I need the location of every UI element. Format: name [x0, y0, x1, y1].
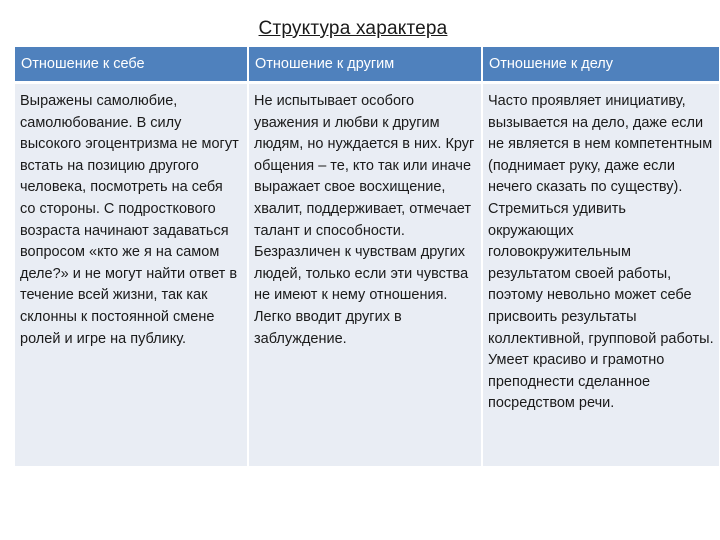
page-title: Структура характера	[258, 18, 448, 39]
cell-others	[249, 84, 481, 466]
character-structure-table	[13, 47, 720, 466]
cell-self	[15, 84, 247, 466]
table-row	[15, 84, 719, 466]
cell-others-text: Не испытывает особого уважения и любви к другим людям, но нуждается в них. Круг общения – те, кто так или иначе выражает свое восхищение, хвалит, поддерживает, отмечает талант и способности. Безразличен к чувствам других людей, только если эти чувства не имеют к нему отношения. Легко вводит других в заблуждение.	[254, 93, 475, 347]
table-header-row	[15, 47, 719, 84]
header-self: Отношение к себе	[15, 47, 247, 84]
header-work: Отношение к делу	[483, 47, 719, 84]
cell-work	[483, 84, 719, 466]
cell-work-text: Часто проявляет инициативу, вызывается на дело, даже если не является в нем компетентным (поднимает руку, даже если нечего сказать по существу). Стремиться удивить окружающих головокружительным результатом своей работы, поэтому невольно может себе присвоить результаты коллективной, групповой работы. Умеет красиво и грамотно преподнести сделанное посредством речи.	[488, 93, 714, 412]
cell-self-text: Выражены самолюбие, самолюбование. В силу высокого эгоцентризма не могут встать на позицию другого человека, посмотреть на себя со стороны. С подросткового возраста начинают задаваться вопросом «кто же я на самом деле?» и не могут найти ответ в течение всей жизни, так как склонны к постоянной смене ролей и игре на публику.	[20, 93, 239, 347]
header-others: Отношение к другим	[249, 47, 481, 84]
